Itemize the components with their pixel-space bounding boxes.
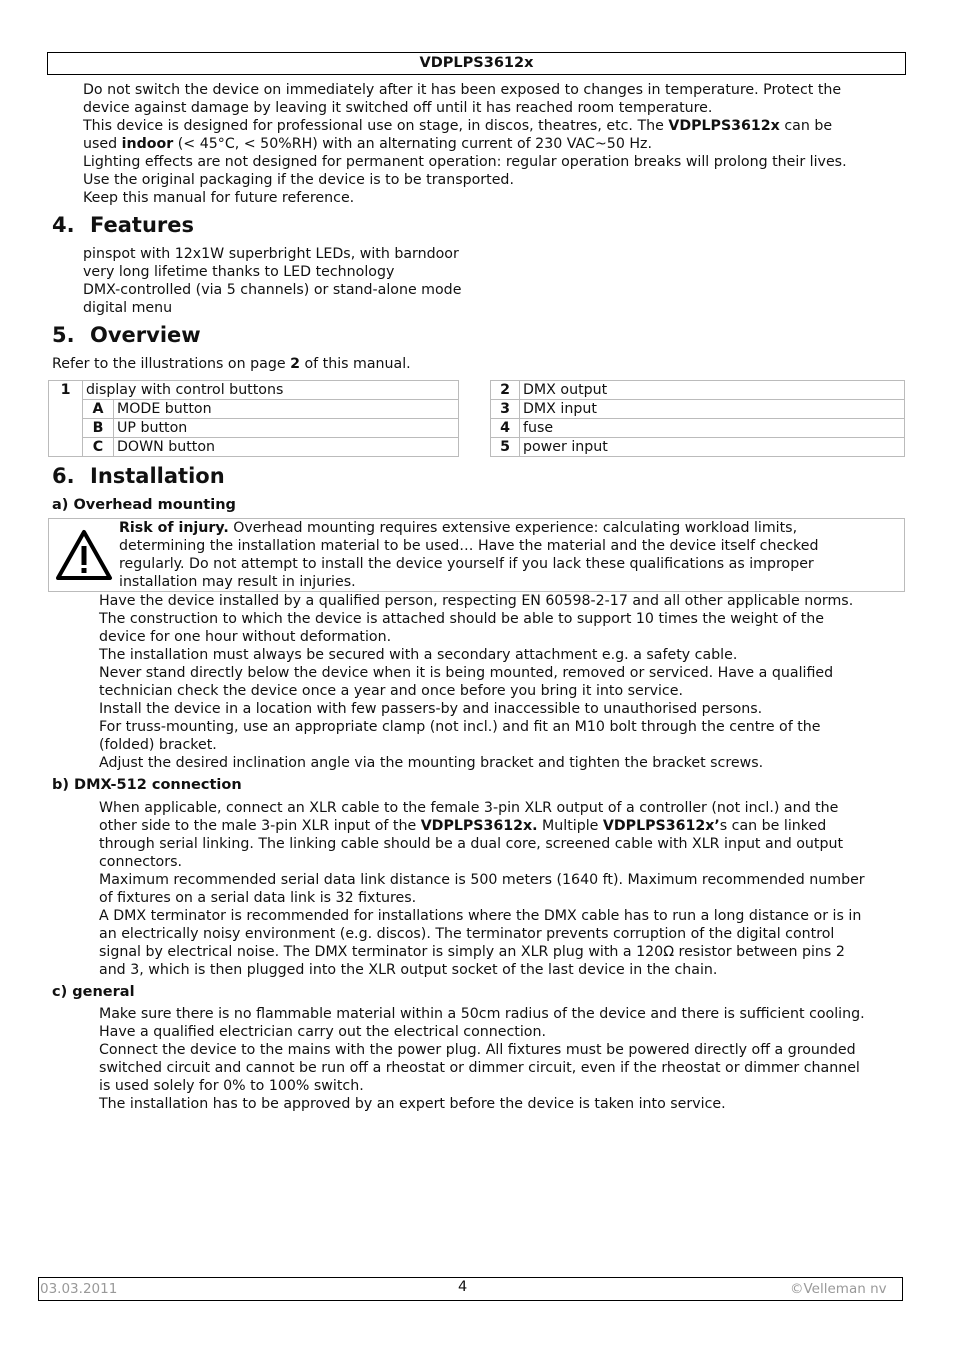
intro-professional-line: This device is designed for professional use on stage, in discos, theatres, etc. The VDPLPS3612x can be — [83, 118, 833, 134]
mounting-line: Install the device in a location with few passers-by and inaccessible to unauthorised persons. — [99, 701, 763, 717]
page-number: 4 — [458, 1279, 468, 1295]
overhead-mounting-subheading: a) Overhead mounting — [52, 497, 236, 513]
general-line: is used solely for 0% to 100% switch. — [99, 1078, 364, 1094]
dmx-connection-subheading: b) DMX-512 connection — [52, 777, 242, 793]
dmx-line: through serial linking. The linking cable should be a dual core, screened cable with XLR input and output — [99, 836, 844, 852]
general-text — [99, 1005, 929, 1113]
footer-copyright: ©Velleman nv — [790, 1281, 887, 1297]
intro-line: Lighting effects are not designed for permanent operation: regular operation breaks will prolong their lives. — [83, 154, 847, 170]
overview-key: 2 — [491, 381, 520, 400]
dmx-line: of fixtures on a serial data link is 32 fixtures. — [99, 890, 417, 906]
installation-heading: 6. Installation — [52, 464, 225, 488]
overview-value: DOWN button — [114, 438, 459, 457]
overview-refer-text: Refer to the illustrations on page 2 of this manual. — [52, 356, 411, 372]
document-header: VDPLPS3612x — [47, 52, 906, 75]
overview-value: UP button — [114, 419, 459, 438]
overview-left-table — [48, 380, 459, 457]
overview-label: display with control buttons — [83, 381, 459, 400]
risk-warning-box — [48, 518, 905, 592]
intro-line: Use the original packaging if the device is to be transported. — [83, 172, 514, 188]
overview-value: MODE button — [114, 400, 459, 419]
overview-key: A — [83, 400, 114, 419]
dmx-connection-text — [99, 799, 929, 979]
overview-value: fuse — [520, 419, 905, 438]
mounting-line: Adjust the desired inclination angle via the mounting bracket and tighten the bracket screws. — [99, 755, 764, 771]
feature-item: pinspot with 12x1W superbright LEDs, with barndoor — [83, 246, 459, 262]
dmx-line: an electrically noisy environment (e.g. discos). The terminator prevents corruption of the digital control — [99, 926, 835, 942]
overview-key: 5 — [491, 438, 520, 457]
mounting-line: (folded) bracket. — [99, 737, 217, 753]
overview-key: 3 — [491, 400, 520, 419]
dmx-line: signal by electrical noise. The DMX terminator is simply an XLR plug with a 120Ω resistor between pins 2 — [99, 944, 845, 960]
feature-item: very long lifetime thanks to LED technology — [83, 264, 395, 280]
general-line: The installation has to be approved by an expert before the device is taken into service. — [99, 1096, 726, 1112]
overview-key: C — [83, 438, 114, 457]
dmx-line: other side to the male 3-pin XLR input of the VDPLPS3612x. Multiple VDPLPS3612x’s can be linked — [99, 818, 827, 834]
features-list — [83, 245, 923, 317]
warning-line: determining the installation material to be used… Have the material and the device itself checked — [119, 538, 819, 554]
intro-indoor-line: used indoor (< 45°C, < 50%RH) with an alternating current of 230 VAC~50 Hz. — [83, 136, 652, 152]
dmx-line: Maximum recommended serial data link distance is 500 meters (1640 ft). Maximum recommended number — [99, 872, 865, 888]
mounting-line: technician check the device once a year and once before you bring it into service. — [99, 683, 683, 699]
general-line: Have a qualified electrician carry out the electrical connection. — [99, 1024, 546, 1040]
overview-key: 4 — [491, 419, 520, 438]
intro-line: Do not switch the device on immediately after it has been exposed to changes in temperature. Protect the — [83, 82, 842, 98]
overview-heading: 5. Overview — [52, 323, 201, 347]
feature-item: digital menu — [83, 300, 173, 316]
warning-line: installation may result in injuries. — [119, 574, 356, 590]
mounting-line: device for one hour without deformation. — [99, 629, 392, 645]
overview-right-table — [490, 380, 905, 457]
overview-value: DMX input — [520, 400, 905, 419]
overview-value: DMX output — [520, 381, 905, 400]
feature-item: DMX-controlled (via 5 channels) or stand-alone mode — [83, 282, 462, 298]
overview-number: 1 — [49, 381, 83, 457]
intro-line: device against damage by leaving it switched off until it has reached room temperature. — [83, 100, 713, 116]
overhead-mounting-text — [99, 592, 929, 772]
mounting-line: For truss-mounting, use an appropriate clamp (not incl.) and fit an M10 bolt through the centre of the — [99, 719, 821, 735]
general-line: Connect the device to the mains with the power plug. All fixtures must be powered directly off a grounded — [99, 1042, 856, 1058]
overview-key: B — [83, 419, 114, 438]
general-line: Make sure there is no flammable material within a 50cm radius of the device and there is sufficient cooling. — [99, 1006, 865, 1022]
footer-date: 03.03.2011 — [40, 1281, 118, 1297]
mounting-line: Never stand directly below the device when it is being mounted, removed or serviced. Have a qualified — [99, 665, 834, 681]
footer-box — [38, 1277, 903, 1301]
intro-line: Keep this manual for future reference. — [83, 190, 355, 206]
overview-value: power input — [520, 438, 905, 457]
features-heading: 4. Features — [52, 213, 194, 237]
general-subheading: c) general — [52, 984, 135, 1000]
warning-text — [119, 519, 899, 591]
dmx-line: and 3, which is then plugged into the XLR output socket of the last device in the chain. — [99, 962, 718, 978]
intro-section — [83, 81, 923, 207]
warning-line: Risk of injury. Overhead mounting requires extensive experience: calculating workload limits, — [119, 520, 798, 536]
dmx-line: A DMX terminator is recommended for installations where the DMX cable has to run a long distance or is in — [99, 908, 862, 924]
dmx-line: When applicable, connect an XLR cable to the female 3-pin XLR output of a controller (not incl.) and the — [99, 800, 839, 816]
dmx-line: connectors. — [99, 854, 182, 870]
general-line: switched circuit and cannot be run off a rheostat or dimmer circuit, even if the rheostat or dimmer channel — [99, 1060, 860, 1076]
mounting-line: The installation must always be secured with a secondary attachment e.g. a safety cable. — [99, 647, 738, 663]
warning-triangle-icon — [55, 529, 113, 581]
mounting-line: The construction to which the device is attached should be able to support 10 times the weight of the — [99, 611, 825, 627]
warning-line: regularly. Do not attempt to install the device yourself if you lack these qualifications as improper — [119, 556, 814, 572]
mounting-line: Have the device installed by a qualified person, respecting EN 60598-2-17 and all other applicable norms. — [99, 593, 854, 609]
